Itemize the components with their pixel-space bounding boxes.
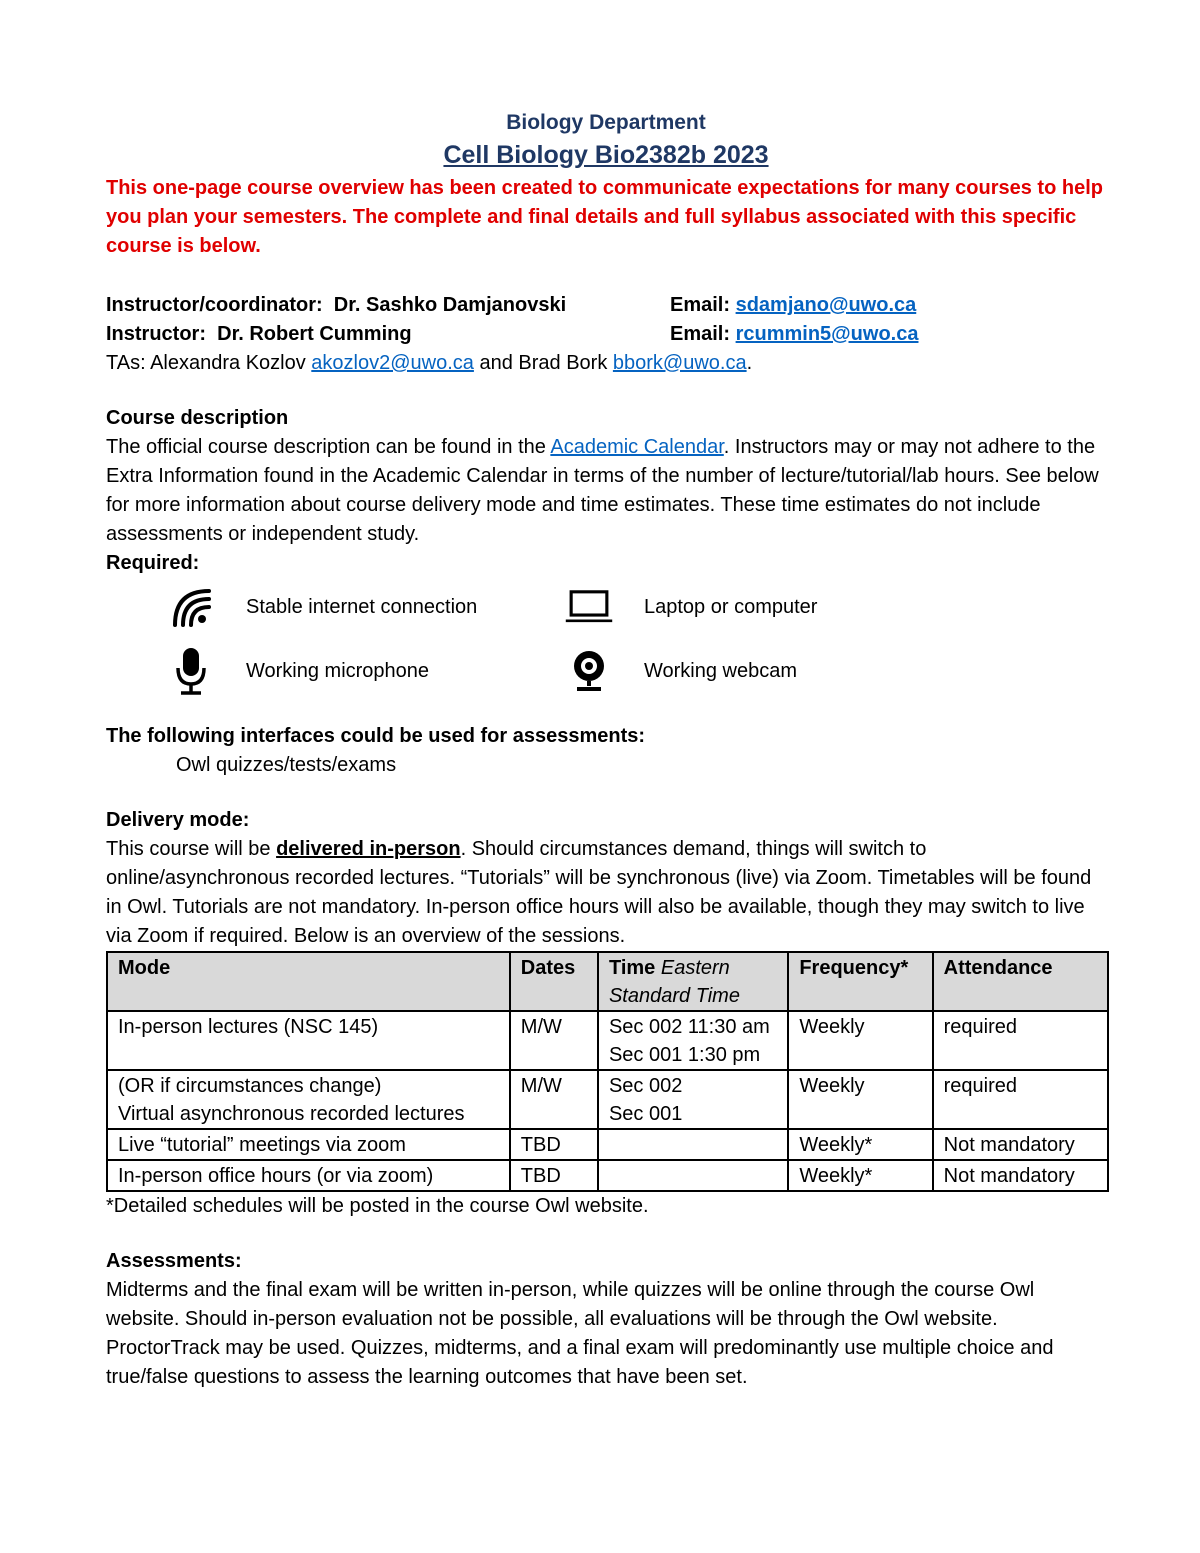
cell-attendance: Not mandatory — [933, 1129, 1108, 1160]
requirement-webcam — [564, 646, 797, 696]
description-before-link: The official course description can be found in the — [106, 436, 546, 458]
requirement-laptop — [564, 582, 817, 632]
description-after-link: . Instructors may or may not adhere to the Extra Information found in the Academic Calendar in terms of the number of lecture/tutorial/lab hours. See below for more information about course delivery mode and time estimates. These time estimates do not include assessments or independent study. — [106, 436, 1099, 545]
interfaces-section — [106, 722, 1106, 780]
cell-attendance: required — [933, 1011, 1108, 1070]
cell-time-line: Sec 002 — [608, 1075, 683, 1097]
instructor-email-label: Email: — [670, 323, 731, 345]
cell-time — [598, 1160, 788, 1191]
ta1-email-link[interactable]: akozlov2@uwo.ca — [311, 352, 474, 374]
cell-frequency: Weekly* — [788, 1129, 932, 1160]
requirement-webcam-label: Working webcam — [644, 659, 798, 682]
cell-time — [598, 1070, 788, 1129]
instructor-label: Instructor: — [106, 323, 206, 345]
instructor-email-group — [670, 320, 918, 349]
cell-time-line: Sec 001 1:30 pm — [608, 1044, 761, 1066]
laptop-icon — [564, 584, 614, 630]
coordinator-label: Instructor/coordinator: — [106, 294, 323, 316]
interfaces-heading: The following interfaces could be used for assessments: — [106, 725, 646, 747]
required-label: Required: — [106, 552, 200, 574]
header-mode: Mode — [107, 952, 510, 1011]
requirement-microphone-label: Working microphone — [246, 659, 430, 682]
cell-mode-line: In-person lectures (NSC 145) — [118, 1016, 379, 1038]
tas-end: . — [746, 352, 753, 374]
document-page — [106, 108, 1106, 1392]
contacts-block — [106, 291, 1106, 378]
requirements-grid — [106, 582, 1106, 706]
cell-time — [598, 1011, 788, 1070]
cell-frequency: Weekly* — [788, 1160, 932, 1191]
cell-mode — [107, 1011, 510, 1070]
overview-notice: This one-page course overview has been created to communicate expectations for many courses to help you plan your semesters. The complete and final details and full syllabus associated with this specific course is below. — [106, 177, 1103, 257]
delivery-heading: Delivery mode: — [106, 809, 250, 831]
cell-dates: M/W — [510, 1011, 598, 1070]
cell-dates: M/W — [510, 1070, 598, 1129]
cell-dates: TBD — [510, 1129, 598, 1160]
academic-calendar-link[interactable]: Academic Calendar — [550, 436, 724, 458]
header-frequency: Frequency* — [788, 952, 932, 1011]
cell-frequency: Weekly — [788, 1011, 932, 1070]
requirement-internet-label: Stable internet connection — [246, 595, 478, 618]
sessions-table — [106, 951, 1109, 1192]
assessments-section — [106, 1247, 1106, 1392]
header-attendance: Attendance — [933, 952, 1108, 1011]
tas-row — [106, 349, 1106, 378]
webcam-icon — [564, 648, 614, 694]
requirement-laptop-label: Laptop or computer — [644, 595, 818, 618]
cell-frequency: Weekly — [788, 1070, 932, 1129]
microphone-icon — [166, 648, 216, 694]
table-row — [107, 1129, 1108, 1160]
header-time-bold: Time — [608, 957, 656, 979]
cell-time-line: Sec 001 — [608, 1103, 683, 1125]
table-row — [107, 1160, 1108, 1191]
cell-time — [598, 1129, 788, 1160]
cell-attendance: required — [933, 1070, 1108, 1129]
requirement-microphone — [166, 646, 429, 696]
delivery-emphasis: delivered in-person — [276, 838, 461, 860]
tas-prefix: TAs: Alexandra Kozlov — [106, 352, 306, 374]
cell-mode: Live “tutorial” meetings via zoom — [107, 1129, 510, 1160]
assessments-heading: Assessments: — [106, 1250, 242, 1272]
course-title: Cell Biology Bio2382b 2023 — [443, 141, 769, 169]
cell-mode — [107, 1070, 510, 1129]
header-time — [598, 952, 788, 1011]
header-dates: Dates — [510, 952, 598, 1011]
table-row — [107, 1011, 1108, 1070]
course-description-heading: Course description — [106, 407, 289, 429]
cell-mode-line: Virtual asynchronous recorded lectures — [118, 1103, 465, 1125]
assessments-text: Midterms and the final exam will be written in-person, while quizzes will be online through the course Owl website. Should in-person evaluation not be possible, all evaluations will be through the Owl website. ProctorTrack may be used. Quizzes, midterms, and a final exam will predominantly use multiple choice and true/false questions to assess the learning outcomes that have been set. — [106, 1279, 1054, 1388]
coordinator-name: Dr. Sashko Damjanovski — [333, 294, 567, 316]
delivery-text-before: This course will be — [106, 838, 271, 860]
cell-time-line: Sec 002 11:30 am — [608, 1016, 770, 1038]
wifi-icon — [166, 584, 216, 630]
delivery-text — [106, 835, 1106, 951]
cell-attendance: Not mandatory — [933, 1160, 1108, 1191]
interfaces-item: Owl quizzes/tests/exams — [176, 754, 397, 776]
header-time-italic: Eastern Standard Time — [608, 957, 740, 1007]
cell-mode-line: (OR if circumstances change) — [118, 1075, 382, 1097]
ta2-email-link[interactable]: bbork@uwo.ca — [612, 352, 747, 374]
tas-mid: and Brad Bork — [479, 352, 608, 374]
cell-mode: In-person office hours (or via zoom) — [107, 1160, 510, 1191]
coordinator-email-link[interactable]: sdamjano@uwo.ca — [735, 294, 917, 316]
instructor-row — [106, 320, 1106, 349]
delivery-section — [106, 806, 1106, 951]
instructor-name: Dr. Robert Cumming — [217, 323, 412, 345]
coordinator-email-label: Email: — [670, 294, 731, 316]
cell-dates: TBD — [510, 1160, 598, 1191]
coordinator-email-group — [670, 291, 916, 320]
table-footnote: *Detailed schedules will be posted in the course Owl website. — [106, 1195, 649, 1217]
requirement-internet — [166, 582, 477, 632]
table-header-row — [107, 952, 1108, 1011]
course-description-text — [106, 433, 1106, 549]
course-description-section — [106, 404, 1106, 706]
delivery-text-after: . Should circumstances demand, things will switch to online/asynchronous recorded lectures. “Tutorials” will be synchronous (live) via Zoom. Timetables will be found in Owl. Tutorials are not mandatory. In-person office hours will also be available, though they may switch to live via Zoom if required. Below is an overview of the sessions. — [106, 838, 1092, 947]
table-row — [107, 1070, 1108, 1129]
coordinator-row — [106, 291, 1106, 320]
department-heading: Biology Department — [506, 111, 706, 134]
instructor-email-link[interactable]: rcummin5@uwo.ca — [735, 323, 919, 345]
